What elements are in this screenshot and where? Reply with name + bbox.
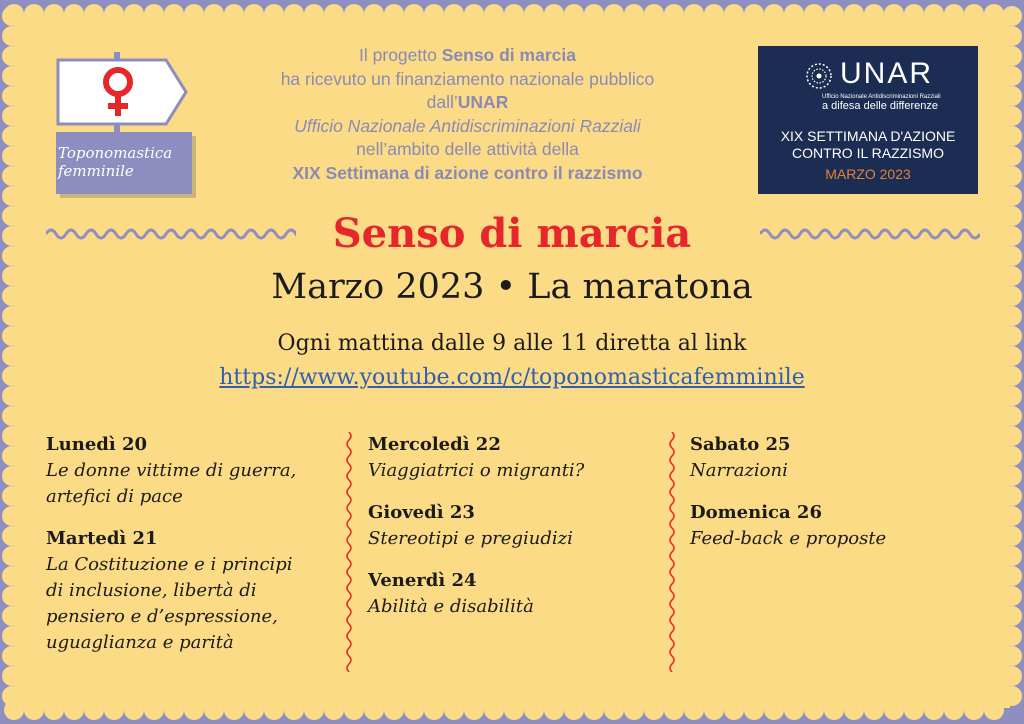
schedule-column-2 xyxy=(368,432,663,636)
day-name: Martedì 21 xyxy=(46,528,158,549)
unar-week-line1: XIX SETTIMANA D'AZIONE xyxy=(780,128,956,144)
schedule-column-1 xyxy=(46,432,341,672)
logo-text-line2: femminile xyxy=(58,162,134,180)
day-topic-line: Narrazioni xyxy=(690,460,788,481)
logo-text-line1: Toponomastica xyxy=(58,144,173,162)
signpost-icon xyxy=(54,52,190,132)
schedule-day xyxy=(368,500,663,552)
day-topic-line: Abilità e disabilità xyxy=(368,596,534,617)
unar-week-line2: CONTRO IL RAZZISMO xyxy=(792,145,944,161)
day-name: Mercoledì 22 xyxy=(368,434,501,455)
day-topic-line: artefici di pace xyxy=(46,486,183,507)
day-topic-line: Feed-back e proposte xyxy=(690,528,887,549)
schedule-day xyxy=(368,432,663,484)
schedule-day xyxy=(690,500,980,552)
day-topic-line: uguaglianza e parità xyxy=(46,632,234,653)
unar-week xyxy=(758,128,978,162)
schedule-day xyxy=(46,526,341,656)
day-topic-line: Le donne vittime di guerra, xyxy=(46,460,297,481)
intro-line6: XIX Settimana di azione contro il razzismo xyxy=(292,162,643,183)
day-name: Venerdì 24 xyxy=(368,570,477,591)
unar-motto: a difesa delle differenze xyxy=(822,100,938,112)
day-topic-line: Viaggiatrici o migranti? xyxy=(368,460,585,481)
event-info: Ogni mattina dalle 9 alle 11 diretta al link xyxy=(277,331,747,356)
day-topic-line: pensiero e d’espressione, xyxy=(46,606,278,627)
funding-intro xyxy=(230,44,705,185)
day-name: Sabato 25 xyxy=(690,434,791,455)
youtube-link[interactable]: https://www.youtube.com/c/toponomasticafemminile xyxy=(219,365,805,390)
column-separator-1 xyxy=(343,432,355,672)
unar-date: MARZO 2023 xyxy=(825,166,911,182)
intro-line3-pre: dall’ xyxy=(426,92,458,112)
intro-line2: ha ricevuto un finanziamento nazionale pubblico xyxy=(280,68,655,89)
day-name: Domenica 26 xyxy=(690,502,822,523)
intro-unar: UNAR xyxy=(457,92,509,112)
event-subtitle: Marzo 2023 • La maratona xyxy=(271,267,753,307)
toponomastica-logo xyxy=(46,40,196,198)
schedule-column-3 xyxy=(690,432,980,568)
unar-office: Ufficio Nazionale Antidiscriminazioni Razziali xyxy=(822,94,941,100)
logo-text xyxy=(58,144,188,180)
schedule-day xyxy=(368,568,663,620)
day-topic-line: di inclusione, libertà di xyxy=(46,580,257,601)
intro-line5: nell’ambito delle attività della xyxy=(356,139,579,159)
column-separator-2 xyxy=(666,432,678,672)
unar-name: UNAR xyxy=(840,57,934,90)
unar-badge xyxy=(758,46,978,194)
intro-line4: Ufficio Nazionale Antidiscriminazioni Razziali xyxy=(294,115,641,136)
unar-globe-icon xyxy=(804,62,834,90)
day-name: Lunedì 20 xyxy=(46,434,148,455)
schedule-day xyxy=(690,432,980,484)
day-topic-line: Stereotipi e pregiudizi xyxy=(368,528,573,549)
day-topic-line: La Costituzione e i principi xyxy=(46,554,293,575)
day-name: Giovedì 23 xyxy=(368,502,475,523)
event-title: Senso di marcia xyxy=(332,210,692,257)
intro-project-name: Senso di marcia xyxy=(441,45,576,65)
intro-line1-pre: Il progetto xyxy=(359,45,442,65)
schedule-day xyxy=(46,432,341,510)
